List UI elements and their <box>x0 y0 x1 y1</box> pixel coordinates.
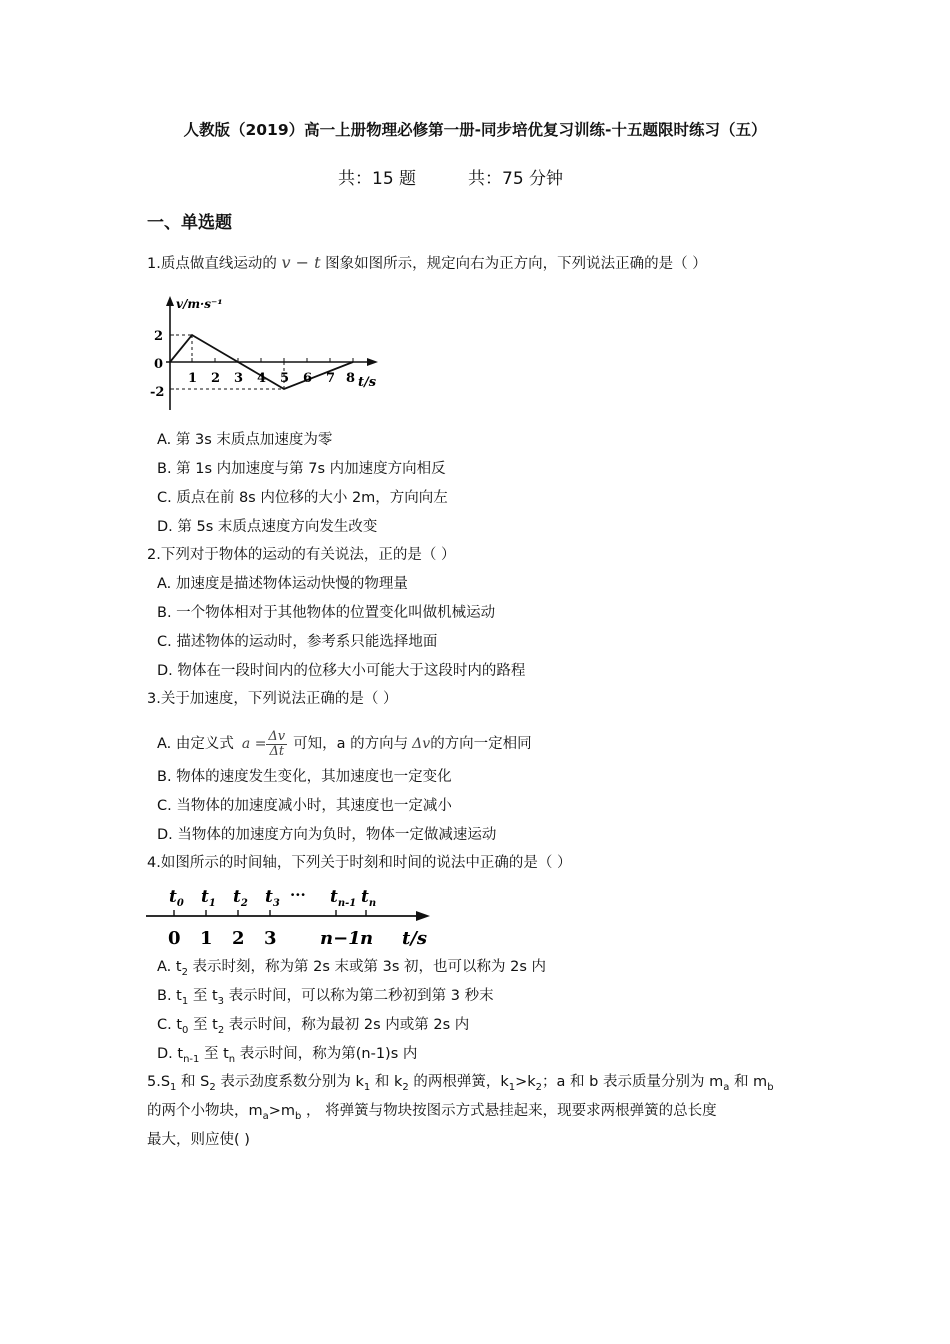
q4-optb-sub-1: 1 <box>181 995 189 1007</box>
x-tick-6: 6 <box>303 371 313 386</box>
vt-symbol: v − t <box>281 253 321 272</box>
q3-opta-prefix: A. 由定义式 <box>157 736 234 752</box>
q4-opta-text-2: 表示时刻，称为第 2s 末或第 3s 初，也可以称为 2s 内 <box>187 959 547 975</box>
q5-sub-6: 2 <box>535 1081 543 1093</box>
x-tick-4: 4 <box>257 371 267 386</box>
axis-num-n-1: n−1 <box>320 928 361 949</box>
q4-optb-text-1: B. t <box>157 988 182 1004</box>
question-5-line-2 <box>147 1101 717 1127</box>
q4-option-d[interactable] <box>157 1044 417 1070</box>
axis-num-3: 3 <box>264 928 277 949</box>
q5-sub-4: 2 <box>402 1081 409 1093</box>
axis-label-t0: $t_0$ <box>169 887 184 909</box>
q5-text-9: 的两个小物块，m <box>147 1103 263 1119</box>
axis-label-tn-1: $t_{n-1}$ <box>330 887 357 909</box>
q5-text-8: 和 m <box>729 1074 768 1090</box>
y-tick-0: 0 <box>154 357 164 372</box>
q1-option-d[interactable]: D. 第 5s 末质点速度方向发生改变 <box>157 519 378 535</box>
axis-unit: t/s <box>402 928 428 949</box>
axis-num-n: n <box>360 928 374 949</box>
question-1-stem <box>147 253 707 274</box>
question-5-line-3: 最大，则应使( ) <box>147 1132 250 1148</box>
q4-optc-text-3: 表示时间，称为最初 2s 内或第 2s 内 <box>224 1017 470 1033</box>
x-tick-5: 5 <box>280 371 290 386</box>
q3-option-c[interactable]: C. 当物体的加速度减小时，其速度也一定减小 <box>157 798 452 814</box>
formula-lhs: a = <box>241 736 267 752</box>
q2-option-c[interactable]: C. 描述物体的运动时，参考系只能选择地面 <box>157 634 438 650</box>
x-tick-1: 1 <box>188 371 198 386</box>
question-2-stem: 2.下列对于物体的运动的有关说法，正的是（ ） <box>147 547 456 563</box>
formula-denominator: Δt <box>269 743 285 759</box>
x-tick-7: 7 <box>326 371 336 386</box>
q4-optd-sub-1: n-1 <box>183 1053 200 1065</box>
q5-sub-9: a <box>262 1110 269 1122</box>
q1-option-c[interactable]: C. 质点在前 8s 内位移的大小 2m，方向向左 <box>157 490 448 506</box>
q5-sub-5: 1 <box>508 1081 516 1093</box>
q5-text-3: 表示劲度系数分别为 k <box>215 1074 364 1090</box>
q1-suffix: 图象如图所示，规定向右为正方向，下列说法正确的是（ ） <box>325 256 707 272</box>
q5-sub-3: 1 <box>363 1081 371 1093</box>
axis-num-0: 0 <box>168 928 181 949</box>
axis-num-2: 2 <box>232 928 245 949</box>
axis-label-tn: $t_n$ <box>361 887 377 909</box>
section-title: 一、单选题 <box>147 213 232 233</box>
q4-optb-sub-2: 3 <box>217 995 225 1007</box>
q5-text-4: 和 k <box>370 1074 403 1090</box>
question-4-stem: 4.如图所示的时间轴，下列关于时刻和时间的说法中正确的是（ ） <box>147 855 572 871</box>
q4-optd-text-3: 表示时间，称为第(n-1)s 内 <box>235 1046 418 1062</box>
q4-optc-text-2: 至 t <box>188 1017 218 1033</box>
q5-text-7: ；a 和 b 表示质量分别为 m <box>542 1074 724 1090</box>
q4-opta-sub: 2 <box>181 966 188 978</box>
q5-sub-1: 1 <box>170 1081 177 1093</box>
q3-opta-suffix: 的方向一定相同 <box>430 736 532 752</box>
vt-graph <box>148 292 388 417</box>
y-tick-2: 2 <box>154 329 164 344</box>
q3-option-a[interactable] <box>157 728 532 760</box>
q2-option-b[interactable]: B. 一个物体相对于其他物体的位置变化叫做机械运动 <box>157 605 496 621</box>
axis-label-t3: $t_3$ <box>265 887 280 909</box>
q1-option-b[interactable]: B. 第 1s 内加速度与第 7s 内加速度方向相反 <box>157 461 446 477</box>
axis-label-t2: $t_2$ <box>233 887 248 909</box>
q3-option-d[interactable]: D. 当物体的加速度方向为负时，物体一定做减速运动 <box>157 827 497 843</box>
graph-xlabel: t/s <box>358 375 377 390</box>
graph-ylabel: v/m·s⁻¹ <box>176 297 223 311</box>
x-tick-8: 8 <box>346 371 356 386</box>
q3-option-b[interactable]: B. 物体的速度发生变化，其加速度也一定变化 <box>157 769 452 785</box>
q5-text-6: >k <box>515 1074 536 1090</box>
axis-label-t1: $t_1$ <box>201 887 216 909</box>
q4-optc-sub-2: 2 <box>217 1024 225 1036</box>
question-3-stem: 3.关于加速度，下列说法正确的是（ ） <box>147 691 398 707</box>
q5-sub-2: 2 <box>209 1081 216 1093</box>
q4-opta-text-1: A. t <box>157 959 182 975</box>
q4-optd-text-1: D. t <box>157 1046 184 1062</box>
axis-num-1: 1 <box>200 928 213 949</box>
q5-text-10: >m <box>268 1103 296 1119</box>
q4-optb-text-2: 至 t <box>188 988 218 1004</box>
q4-optc-text-1: C. t <box>157 1017 183 1033</box>
question-count: 共：15 题 <box>338 169 417 189</box>
y-tick-neg2: -2 <box>150 385 165 400</box>
formula-fraction <box>266 730 287 759</box>
x-tick-3: 3 <box>234 371 244 386</box>
q1-option-a[interactable]: A. 第 3s 末质点加速度为零 <box>157 432 333 448</box>
q4-optd-sub-2: n <box>228 1053 236 1065</box>
x-tick-2: 2 <box>211 371 221 386</box>
formula-numerator: Δv <box>268 728 286 744</box>
q4-option-b[interactable] <box>157 986 494 1012</box>
q5-sub-7: a <box>723 1081 730 1093</box>
q3-opta-mid: 可知，a 的方向与 <box>293 736 409 752</box>
q4-option-c[interactable] <box>157 1015 469 1041</box>
document-title: 人教版（2019）高一上册物理必修第一册-同步培优复习训练-十五题限时练习（五） <box>183 121 767 139</box>
q5-sub-10: b <box>295 1110 302 1122</box>
time-axis-figure <box>144 880 434 952</box>
axis-label-ellipsis: ··· <box>290 886 306 904</box>
time-limit: 共：75 分钟 <box>468 169 564 189</box>
q4-option-a[interactable] <box>157 957 546 983</box>
q1-prefix: 1.质点做直线运动的 <box>147 256 277 272</box>
q5-text-11: ， 将弹簧与物块按图示方式悬挂起来，现要求两根弹簧的总长度 <box>301 1103 717 1119</box>
q2-option-a[interactable]: A. 加速度是描述物体运动快慢的物理量 <box>157 576 408 592</box>
q5-sub-8: b <box>767 1081 774 1093</box>
q5-text-1: 5.S <box>147 1074 171 1090</box>
delta-v-symbol: Δv <box>412 736 431 752</box>
q5-text-5: 的两根弹簧，k <box>408 1074 509 1090</box>
question-5-line-1 <box>147 1072 774 1098</box>
q4-optd-text-2: 至 t <box>199 1046 229 1062</box>
q2-option-d[interactable]: D. 物体在一段时间内的位移大小可能大于这段时内的路程 <box>157 663 526 679</box>
q5-text-2: 和 S <box>176 1074 210 1090</box>
q4-optc-sub-1: 0 <box>182 1024 189 1036</box>
q4-optb-text-3: 表示时间，可以称为第二秒初到第 3 秒末 <box>224 988 494 1004</box>
